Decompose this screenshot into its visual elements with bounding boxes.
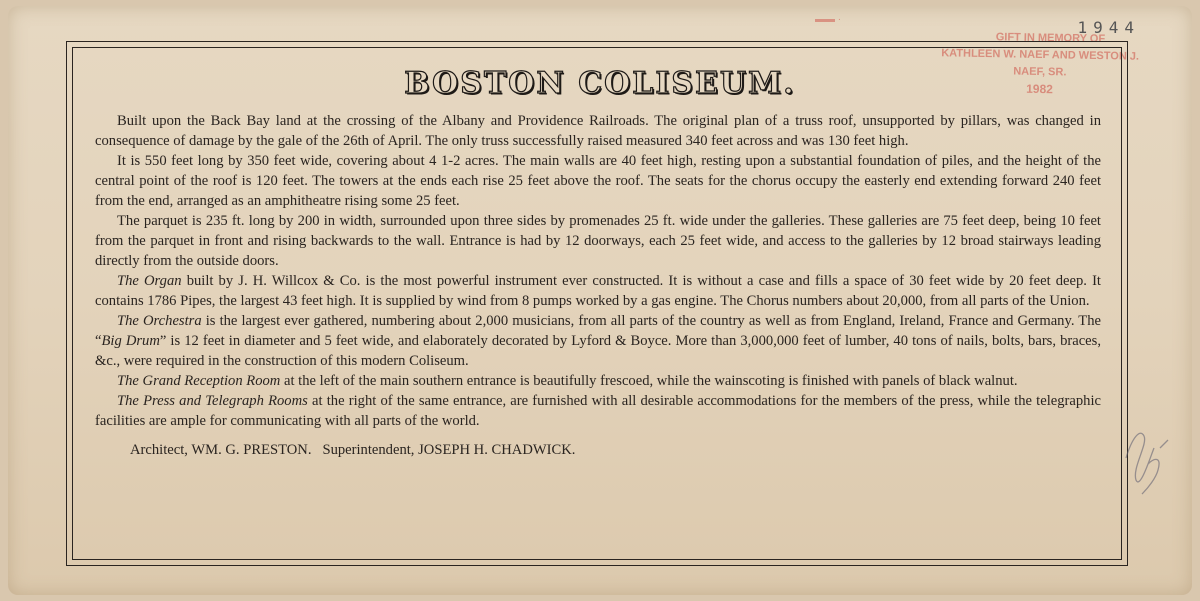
architect-label: Architect, <box>130 442 188 458</box>
paragraph-emphasis: Big Drum <box>101 333 160 349</box>
paragraph-orchestra <box>95 311 1101 371</box>
credits-line <box>95 440 1101 460</box>
stamp-line-2: KATHLEEN W. NAEF AND WESTON J. NAEF, SR. <box>941 47 1140 79</box>
description-text <box>95 111 1101 460</box>
stamp-mark-small: ▬▬ · <box>815 14 842 25</box>
paragraph-organ <box>95 271 1101 311</box>
card-title: BOSTON COLISEUM. <box>404 66 796 101</box>
paragraph-text: built by J. H. Willcox & Co. is the most powerful instrument ever constructed. It is without a case and fills a space of 30 feet wide by 20 feet deep. It contains 1786 Pipes, the largest 43 feet high. It is supplied by wind from 8 pumps worked by a gas engine. The Chorus numbers about 20,000, from all parts of the Union. <box>95 273 1101 309</box>
stamp-line-3: 1982 <box>1026 81 1054 97</box>
paragraph-dimensions <box>95 151 1101 211</box>
paragraph-press-rooms <box>95 391 1101 431</box>
paragraph-lead: The Grand Reception Room <box>117 373 281 389</box>
paragraph-text: is the largest ever gathered, numbering about 2,000 musicians, from all parts of the country as well as from England, Ireland, France and Germany. The “ <box>95 313 1101 349</box>
paragraph-lead: The Press and Telegraph Rooms <box>117 393 308 409</box>
superintendent-label: Superintendent, <box>322 442 415 458</box>
stamp-line-1: GIFT IN MEMORY OF <box>995 31 1106 46</box>
paragraph-reception-room <box>95 371 1101 391</box>
paragraph-text: The parquet is 235 ft. long by 200 in width, surrounded upon three sides by promenades 25 ft. wide under the galleries. These galleries are 75 feet deep, being 10 feet from the parquet in front and rising backwards to the wall. Entrance is had by 12 doorways, each 25 feet wide, and access to the galleries by 12 broad stairways leading directly from the outside doors. <box>95 213 1101 269</box>
paragraph-construction <box>95 111 1101 151</box>
paragraph-text: ” is 12 feet in diameter and 5 feet wide, and elaborately decorated by Lyford & Boyce. More than 3,000,000 feet of lumber, 40 tons of nails, bolts, bars, braces, &c., were required in the construction of this modern Coliseum. <box>95 333 1101 369</box>
paragraph-lead: The Organ <box>117 273 182 289</box>
paragraph-text: It is 550 feet long by 350 feet wide, covering about 4 1-2 acres. The main walls are 40 feet high, resting upon a substantial foundation of piles, and the height of the central point of the roof is 120 feet. The towers at the ends each rise 25 feet above the roof. The seats for the chorus occupy the easterly end extending forward 240 feet from the end, arranged as an amphitheatre rising some 25 feet. <box>95 153 1101 209</box>
paragraph-parquet <box>95 211 1101 271</box>
pencil-signature-mark <box>1118 418 1178 498</box>
architect-name: WM. G. PRESTON. <box>191 442 312 458</box>
superintendent-name: JOSEPH H. CHADWICK. <box>418 442 576 458</box>
catalog-number: 1944 <box>1077 18 1140 37</box>
paragraph-text: Built upon the Back Bay land at the crossing of the Albany and Providence Railroads. The original plan of a truss roof, unsupported by pillars, was changed in consequence of damage by the gale of the 26th of April. The only truss successfully raised measured 340 feet across and was 130 feet high. <box>95 113 1101 149</box>
paragraph-text: at the left of the main southern entrance is beautifully frescoed, while the wainscoting is finished with panels of black walnut. <box>280 373 1018 389</box>
paragraph-text: at the right of the same entrance, are furnished with all desirable accommodations for the members of the press, while the telegraphic facilities are ample for communicating with all parts of the world. <box>95 393 1101 429</box>
paragraph-lead: The Orchestra <box>117 313 202 329</box>
